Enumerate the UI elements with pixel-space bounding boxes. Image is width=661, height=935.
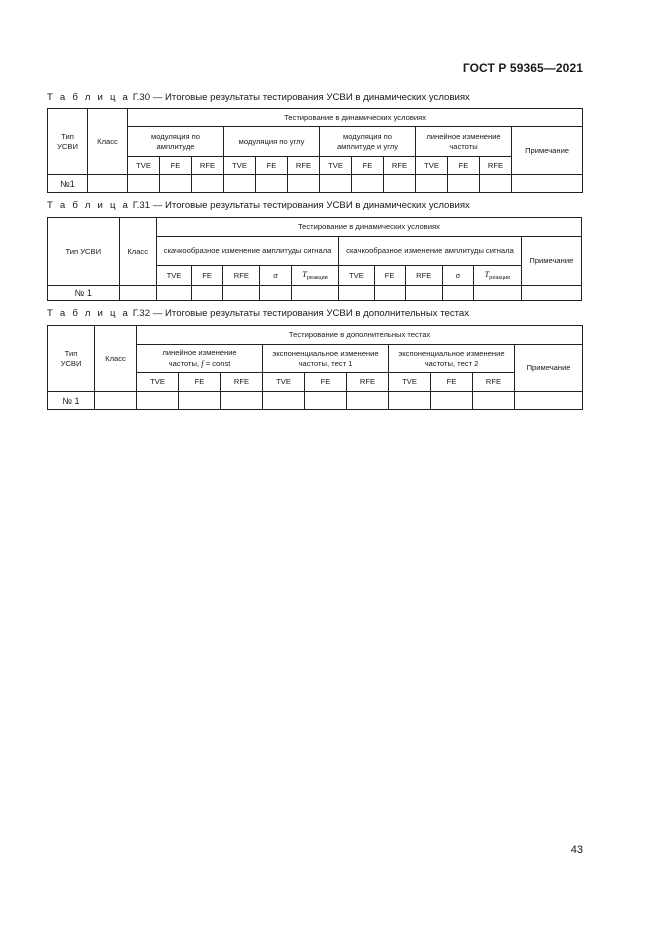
header-fe: FE (256, 157, 288, 175)
cell (263, 392, 305, 410)
cell (473, 392, 515, 410)
header-t-reaction: $T_{реакции}$ (474, 266, 522, 286)
header-sigma: σ (260, 266, 291, 286)
header-type: Тип УСВИ (48, 109, 88, 175)
header-tve: TVE (137, 373, 179, 392)
cell (474, 286, 522, 301)
header-fe: FE (448, 157, 480, 175)
header-group: Тестирование в дополнительных тестах (137, 326, 583, 345)
cell (384, 175, 416, 193)
page-number: 43 (570, 844, 583, 856)
header-fe: FE (431, 373, 473, 392)
caption-text: Г.32 — Итоговые результаты тестирования УСВИ в дополнительных тестах (130, 308, 470, 319)
header-subgroup: линейное изменение частоты, f = const (137, 345, 263, 373)
cell (515, 392, 583, 410)
results-table-g30 (47, 108, 583, 193)
standard-number: ГОСТ Р 59365—2021 (462, 61, 583, 75)
cell (88, 175, 128, 193)
cell (405, 286, 442, 301)
table-caption (47, 308, 469, 319)
header-rfe: RFE (405, 266, 442, 286)
header-fe: FE (160, 157, 192, 175)
row-label: № 1 (48, 286, 120, 301)
header-rfe: RFE (223, 266, 260, 286)
cell (256, 175, 288, 193)
cell (352, 175, 384, 193)
cell (320, 175, 352, 193)
header-rfe: RFE (480, 157, 512, 175)
cell (416, 175, 448, 193)
cell (119, 286, 156, 301)
cell (156, 286, 191, 301)
table-row (48, 175, 583, 193)
cell (221, 392, 263, 410)
cell (339, 286, 374, 301)
header-sigma: σ (442, 266, 473, 286)
header-tve: TVE (320, 157, 352, 175)
header-group: Тестирование в динамических условиях (156, 218, 581, 237)
header-note: Примечание (515, 345, 583, 392)
header-tve: TVE (224, 157, 256, 175)
cell (480, 175, 512, 193)
header-t-reaction: $T_{реакции}$ (291, 266, 339, 286)
header-fe: FE (352, 157, 384, 175)
header-subgroup: модуляция по амплитуде (128, 127, 224, 157)
header-fe: FE (374, 266, 405, 286)
caption-text: Г.31 — Итоговые результаты тестирования УСВИ в динамических условиях (130, 200, 470, 211)
cell (288, 175, 320, 193)
header-rfe: RFE (288, 157, 320, 175)
header-tve: TVE (339, 266, 374, 286)
header-tve: TVE (156, 266, 191, 286)
table-caption (47, 92, 470, 103)
cell (192, 286, 223, 301)
cell (512, 175, 583, 193)
header-group: Тестирование в динамических условиях (128, 109, 583, 127)
caption-prefix: Т а б л и ц а (47, 308, 131, 319)
caption-prefix: Т а б л и ц а (47, 92, 131, 103)
header-tve: TVE (263, 373, 305, 392)
header-subgroup: экспоненциальное изменение частоты, тест 1 (263, 345, 389, 373)
header-class: Класс (88, 109, 128, 175)
cell (291, 286, 339, 301)
cell (448, 175, 480, 193)
results-table-g31 (47, 217, 582, 301)
cell (305, 392, 347, 410)
header-note: Примечание (521, 237, 581, 286)
cell (160, 175, 192, 193)
header-subgroup: скачкообразное изменение амплитуды сигнала (156, 237, 338, 266)
header-subgroup: модуляция по углу (224, 127, 320, 157)
header-rfe: RFE (221, 373, 263, 392)
cell (389, 392, 431, 410)
header-note: Примечание (512, 127, 583, 175)
header-tve: TVE (416, 157, 448, 175)
header-type: Тип УСВИ (48, 218, 120, 286)
header-fe: FE (192, 266, 223, 286)
header-subgroup: скачкообразное изменение амплитуды сигнала (339, 237, 521, 266)
cell (224, 175, 256, 193)
cell (347, 392, 389, 410)
header-class: Класс (95, 326, 137, 392)
header-rfe: RFE (347, 373, 389, 392)
header-rfe: RFE (384, 157, 416, 175)
results-table-g32 (47, 325, 583, 410)
header-subgroup: линейное изменение частоты (416, 127, 512, 157)
cell (521, 286, 581, 301)
header-tve: TVE (389, 373, 431, 392)
header-type: Тип УСВИ (48, 326, 95, 392)
cell (179, 392, 221, 410)
header-rfe: RFE (192, 157, 224, 175)
row-label: № 1 (48, 392, 95, 410)
cell (260, 286, 291, 301)
cell (137, 392, 179, 410)
header-fe: FE (179, 373, 221, 392)
header-tve: TVE (128, 157, 160, 175)
caption-prefix: Т а б л и ц а (47, 200, 131, 211)
cell (95, 392, 137, 410)
table-row (48, 392, 583, 410)
cell (374, 286, 405, 301)
cell (128, 175, 160, 193)
caption-text: Г.30 — Итоговые результаты тестирования УСВИ в динамических условиях (130, 92, 470, 103)
row-label: №1 (48, 175, 88, 193)
cell (431, 392, 473, 410)
header-fe: FE (305, 373, 347, 392)
header-subgroup: экспоненциальное изменение частоты, тест 2 (389, 345, 515, 373)
header-rfe: RFE (473, 373, 515, 392)
table-caption (47, 200, 470, 211)
cell (442, 286, 473, 301)
header-class: Класс (119, 218, 156, 286)
table-row (48, 286, 582, 301)
cell (223, 286, 260, 301)
cell (192, 175, 224, 193)
header-subgroup: модуляция по амплитуде и углу (320, 127, 416, 157)
